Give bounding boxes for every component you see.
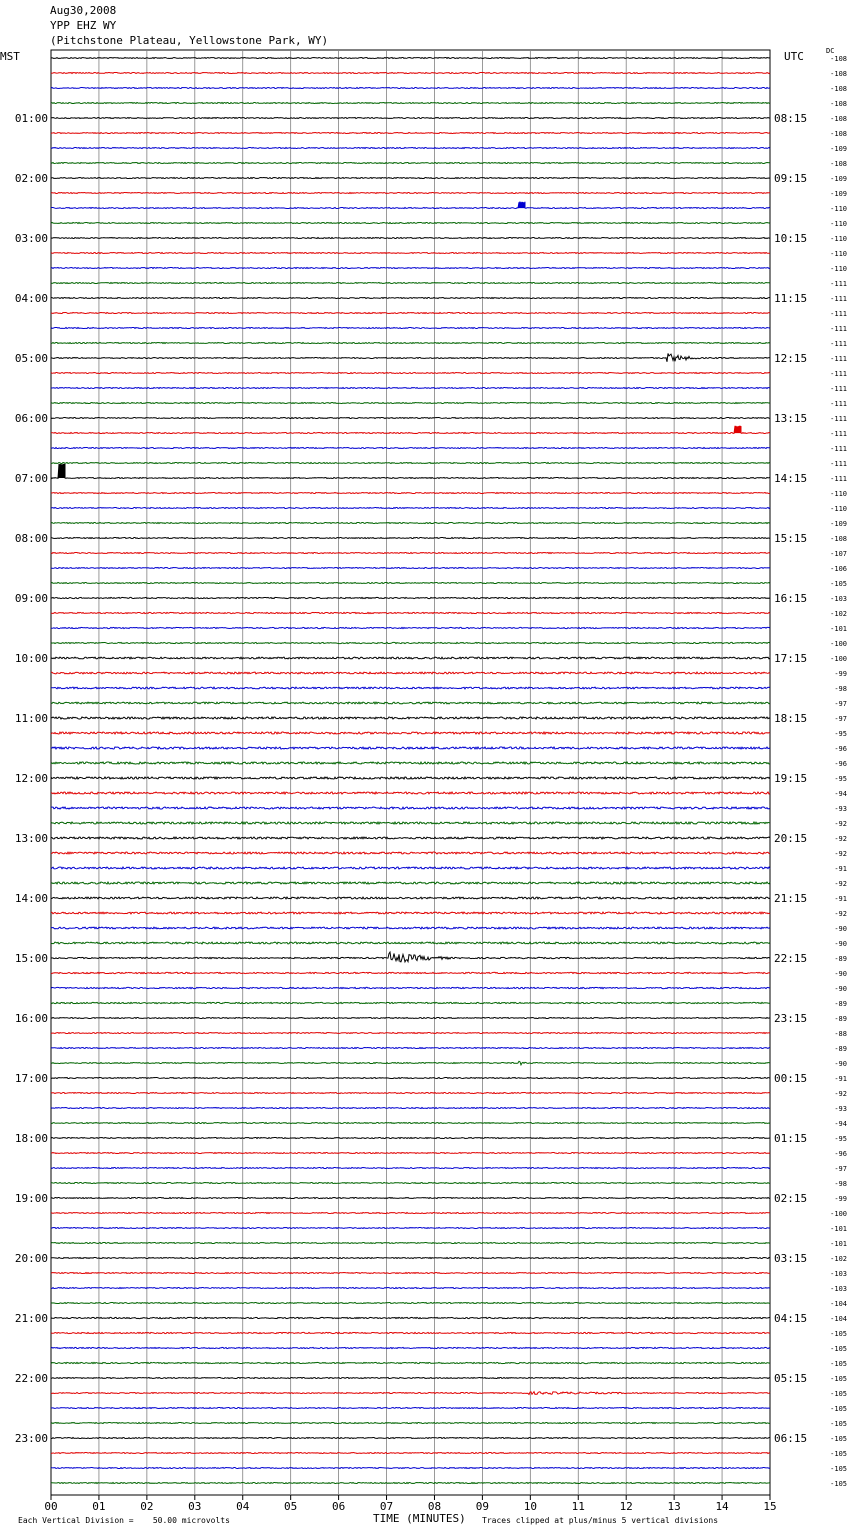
- x-tick-label: 01: [92, 1500, 106, 1513]
- x-axis-label: TIME (MINUTES): [373, 1512, 466, 1525]
- seismic-trace: [51, 897, 770, 899]
- mst-hour-label: 09:00: [14, 592, 48, 605]
- x-tick-label: 00: [44, 1500, 58, 1513]
- x-tick-label: 12: [619, 1500, 633, 1513]
- seismic-trace: [51, 313, 770, 314]
- dc-offset-label: -103: [830, 1285, 847, 1293]
- dc-offset-label: -108: [830, 70, 847, 78]
- utc-hour-label: 00:15: [774, 1072, 808, 1085]
- dc-offset-label: -97: [834, 1165, 847, 1173]
- seismic-trace: [51, 58, 770, 59]
- dc-offset-label: -111: [830, 445, 847, 453]
- dc-offset-label: -108: [830, 535, 847, 543]
- seismic-trace: [51, 1228, 770, 1229]
- dc-offset-label: -92: [834, 850, 847, 858]
- dc-offset-label: -91: [834, 895, 847, 903]
- seismic-trace: [51, 747, 770, 749]
- scale-note: Each Vertical Division = 50.00 microvolts: [18, 1516, 230, 1525]
- dc-offset-label: -110: [830, 490, 847, 498]
- dc-offset-label: -111: [830, 340, 847, 348]
- seismic-trace: [51, 702, 770, 704]
- seismic-trace: [51, 88, 770, 89]
- mst-hour-label: 23:00: [14, 1432, 48, 1445]
- dc-offset-label: -109: [830, 145, 847, 153]
- dc-offset-label: -92: [834, 820, 847, 828]
- seismic-trace: [51, 807, 770, 809]
- seismic-trace: [51, 1213, 770, 1214]
- dc-offset-label: -111: [830, 295, 847, 303]
- seismic-trace: [51, 1093, 770, 1094]
- dc-offset-label: -105: [830, 1330, 847, 1338]
- seismic-trace: [51, 1438, 770, 1439]
- seismic-trace: [51, 792, 770, 794]
- seismic-trace: [51, 1317, 770, 1318]
- x-tick-label: 11: [571, 1500, 585, 1513]
- dc-offset-label: -106: [830, 565, 847, 573]
- dc-offset-label: -90: [834, 970, 847, 978]
- seismic-trace: [51, 1061, 770, 1065]
- mst-hour-label: 06:00: [14, 412, 48, 425]
- mst-hour-label: 05:00: [14, 352, 48, 365]
- seismic-trace: [51, 464, 770, 479]
- dc-offset-label: -101: [830, 1225, 847, 1233]
- seismic-trace: [51, 148, 770, 149]
- dc-offset-label: -108: [830, 130, 847, 138]
- seismic-trace: [51, 253, 770, 254]
- seismic-trace: [51, 1408, 770, 1409]
- seismic-trace: [51, 1138, 770, 1139]
- utc-hour-label: 08:15: [774, 112, 808, 125]
- dc-offset-label: -89: [834, 955, 847, 963]
- seismic-trace: [51, 508, 770, 509]
- seismic-trace: [51, 1332, 770, 1333]
- seismic-trace: [51, 1168, 770, 1169]
- dc-offset-label: -108: [830, 100, 847, 108]
- dc-offset-label: -104: [830, 1300, 847, 1308]
- dc-offset-label: -90: [834, 985, 847, 993]
- seismic-trace: [51, 1347, 770, 1348]
- seismic-trace: [51, 1198, 770, 1199]
- seismic-trace: [51, 972, 770, 973]
- plot-date: Aug30,2008: [50, 4, 117, 17]
- seismic-trace: [51, 583, 770, 584]
- dc-offset-label: -92: [834, 910, 847, 918]
- dc-offset-label: -105: [830, 1450, 847, 1458]
- dc-offset-label: -90: [834, 925, 847, 933]
- dc-offset-label: -94: [834, 790, 847, 798]
- utc-hour-label: 03:15: [774, 1252, 808, 1265]
- dc-offset-label: -111: [830, 475, 847, 483]
- seismic-trace: [51, 523, 770, 524]
- dc-offset-label: -99: [834, 1195, 847, 1203]
- clip-note: Traces clipped at plus/minus 5 vertical divisions: [482, 1516, 719, 1525]
- utc-hour-label: 15:15: [774, 532, 808, 545]
- utc-axis-label: UTC: [784, 50, 804, 63]
- dc-offset-label: -101: [830, 625, 847, 633]
- seismic-trace: [51, 553, 770, 554]
- dc-offset-label: -92: [834, 835, 847, 843]
- seismic-trace: [51, 118, 770, 119]
- seismic-trace: [51, 627, 770, 628]
- dc-offset-label: -89: [834, 1045, 847, 1053]
- dc-offset-label: -92: [834, 1090, 847, 1098]
- seismic-trace: [51, 1258, 770, 1259]
- mst-axis-label: MST: [0, 50, 20, 63]
- dc-offset-label: -89: [834, 1015, 847, 1023]
- dc-offset-label: -93: [834, 1105, 847, 1113]
- utc-hour-label: 18:15: [774, 712, 808, 725]
- dc-offset-label: -108: [830, 85, 847, 93]
- mst-hour-label: 13:00: [14, 832, 48, 845]
- dc-label: DC: [826, 47, 835, 55]
- mst-hour-label: 04:00: [14, 292, 48, 305]
- seismic-trace: [51, 133, 770, 134]
- dc-offset-label: -110: [830, 205, 847, 213]
- seismic-trace: [51, 238, 770, 239]
- dc-offset-label: -105: [830, 1360, 847, 1368]
- seismic-trace: [51, 328, 770, 329]
- seismic-trace: [51, 852, 770, 854]
- utc-hour-label: 16:15: [774, 592, 808, 605]
- utc-hour-label: 23:15: [774, 1012, 808, 1025]
- x-tick-label: 13: [667, 1500, 681, 1513]
- dc-offset-label: -110: [830, 220, 847, 228]
- dc-offset-label: -103: [830, 1270, 847, 1278]
- utc-hour-label: 19:15: [774, 772, 808, 785]
- seismic-trace: [51, 987, 770, 988]
- seismic-trace: [51, 1002, 770, 1003]
- x-tick-label: 03: [188, 1500, 202, 1513]
- utc-hour-label: 09:15: [774, 172, 808, 185]
- seismic-trace: [51, 1153, 770, 1154]
- seismic-trace: [51, 867, 770, 869]
- dc-offset-label: -97: [834, 700, 847, 708]
- dc-offset-label: -111: [830, 370, 847, 378]
- seismic-trace: [51, 1183, 770, 1184]
- seismic-trace: [51, 822, 770, 824]
- utc-hour-label: 11:15: [774, 292, 808, 305]
- dc-offset-label: -111: [830, 400, 847, 408]
- seismic-trace: [51, 1273, 770, 1274]
- dc-offset-label: -96: [834, 745, 847, 753]
- dc-offset-label: -97: [834, 715, 847, 723]
- seismic-trace: [51, 952, 770, 962]
- seismic-trace: [51, 353, 770, 361]
- seismic-trace: [51, 202, 770, 209]
- mst-hour-label: 16:00: [14, 1012, 48, 1025]
- x-tick-label: 08: [427, 1500, 442, 1513]
- dc-offset-label: -105: [830, 580, 847, 588]
- seismic-trace: [51, 1378, 770, 1379]
- seismic-trace: [51, 762, 770, 764]
- dc-offset-label: -92: [834, 880, 847, 888]
- seismic-trace: [51, 882, 770, 884]
- dc-offset-label: -105: [830, 1345, 847, 1353]
- dc-offset-label: -105: [830, 1465, 847, 1473]
- seismic-trace: [51, 493, 770, 494]
- dc-offset-label: -102: [830, 1255, 847, 1263]
- seismic-trace: [51, 426, 770, 434]
- mst-hour-label: 10:00: [14, 652, 48, 665]
- dc-offset-label: -95: [834, 775, 847, 783]
- dc-offset-label: -107: [830, 550, 847, 558]
- seismic-trace: [51, 942, 770, 944]
- dc-offset-label: -111: [830, 415, 847, 423]
- mst-hour-label: 20:00: [14, 1252, 48, 1265]
- seismic-trace: [51, 283, 770, 284]
- dc-offset-label: -105: [830, 1435, 847, 1443]
- seismic-trace: [51, 1048, 770, 1049]
- x-tick-label: 06: [331, 1500, 346, 1513]
- x-tick-label: 09: [475, 1500, 490, 1513]
- mst-hour-label: 19:00: [14, 1192, 48, 1205]
- seismic-trace: [51, 1108, 770, 1109]
- utc-hour-label: 20:15: [774, 832, 808, 845]
- mst-hour-label: 02:00: [14, 172, 48, 185]
- utc-hour-label: 05:15: [774, 1372, 808, 1385]
- mst-hour-label: 22:00: [14, 1372, 48, 1385]
- plot-frame: [51, 50, 770, 1495]
- dc-offset-label: -99: [834, 670, 847, 678]
- seismic-trace: [51, 597, 770, 598]
- seismic-trace: [51, 777, 770, 779]
- x-tick-label: 04: [236, 1500, 250, 1513]
- seismic-trace: [51, 1018, 770, 1019]
- utc-hour-label: 12:15: [774, 352, 808, 365]
- seismic-trace: [51, 568, 770, 569]
- dc-offset-label: -105: [830, 1480, 847, 1488]
- dc-offset-label: -98: [834, 685, 847, 693]
- seismic-trace: [51, 403, 770, 404]
- seismic-trace: [51, 73, 770, 74]
- seismic-trace: [51, 1243, 770, 1244]
- dc-offset-label: -98: [834, 1180, 847, 1188]
- seismic-trace: [51, 1453, 770, 1454]
- seismic-trace: [51, 343, 770, 344]
- dc-offset-label: -94: [834, 1120, 847, 1128]
- seismic-trace: [51, 672, 770, 674]
- dc-offset-label: -111: [830, 280, 847, 288]
- seismic-trace: [51, 268, 770, 269]
- dc-offset-label: -93: [834, 805, 847, 813]
- seismic-trace: [51, 223, 770, 224]
- dc-offset-label: -105: [830, 1420, 847, 1428]
- x-tick-label: 10: [523, 1500, 537, 1513]
- mst-hour-label: 21:00: [14, 1312, 48, 1325]
- seismic-trace: [51, 1423, 770, 1424]
- dc-offset-label: -104: [830, 1315, 847, 1323]
- utc-hour-label: 21:15: [774, 892, 808, 905]
- utc-hour-label: 10:15: [774, 232, 808, 245]
- seismic-trace: [51, 1362, 770, 1363]
- utc-hour-label: 17:15: [774, 652, 808, 665]
- station-location: (Pitchstone Plateau, Yellowstone Park, WY): [50, 34, 329, 47]
- dc-offset-label: -110: [830, 265, 847, 273]
- dc-offset-label: -108: [830, 115, 847, 123]
- dc-offset-label: -105: [830, 1390, 847, 1398]
- mst-hour-label: 11:00: [14, 712, 48, 725]
- seismic-trace: [51, 1078, 770, 1079]
- dc-offset-label: -110: [830, 505, 847, 513]
- mst-hour-label: 18:00: [14, 1132, 48, 1145]
- seismic-trace: [51, 1303, 770, 1304]
- utc-hour-label: 04:15: [774, 1312, 808, 1325]
- x-tick-label: 14: [715, 1500, 729, 1513]
- seismic-trace: [51, 1288, 770, 1289]
- dc-offset-label: -111: [830, 385, 847, 393]
- seismic-trace: [51, 103, 770, 104]
- dc-offset-label: -96: [834, 1150, 847, 1158]
- mst-hour-label: 03:00: [14, 232, 48, 245]
- seismic-trace: [51, 388, 770, 389]
- dc-offset-label: -102: [830, 610, 847, 618]
- mst-hour-label: 01:00: [14, 112, 48, 125]
- seismic-trace: [51, 193, 770, 194]
- seismic-trace: [51, 178, 770, 179]
- dc-offset-label: -90: [834, 1060, 847, 1068]
- x-tick-label: 05: [284, 1500, 298, 1513]
- dc-offset-label: -100: [830, 1210, 847, 1218]
- dc-offset-label: -105: [830, 1405, 847, 1413]
- dc-offset-label: -101: [830, 1240, 847, 1248]
- seismic-trace: [51, 642, 770, 643]
- seismic-trace: [51, 912, 770, 914]
- dc-offset-label: -91: [834, 865, 847, 873]
- dc-offset-label: -109: [830, 190, 847, 198]
- dc-offset-label: -111: [830, 310, 847, 318]
- station-name: YPP EHZ WY: [50, 19, 117, 32]
- dc-offset-label: -111: [830, 430, 847, 438]
- dc-offset-label: -110: [830, 250, 847, 258]
- seismic-trace: [51, 732, 770, 734]
- seismic-trace: [51, 538, 770, 539]
- seismic-trace: [51, 612, 770, 613]
- utc-hour-label: 06:15: [774, 1432, 808, 1445]
- seismic-trace: [51, 448, 770, 449]
- dc-offset-label: -100: [830, 640, 847, 648]
- mst-hour-label: 15:00: [14, 952, 48, 965]
- dc-offset-label: -111: [830, 460, 847, 468]
- dc-offset-label: -111: [830, 355, 847, 363]
- dc-offset-label: -105: [830, 1375, 847, 1383]
- x-tick-label: 02: [140, 1500, 154, 1513]
- mst-hour-label: 08:00: [14, 532, 48, 545]
- seismic-trace: [51, 837, 770, 839]
- seismic-trace: [51, 687, 770, 689]
- dc-offset-label: -108: [830, 160, 847, 168]
- dc-offset-label: -95: [834, 730, 847, 738]
- utc-hour-label: 13:15: [774, 412, 808, 425]
- seismic-trace: [51, 298, 770, 299]
- utc-hour-label: 22:15: [774, 952, 808, 965]
- seismic-trace: [51, 463, 770, 464]
- mst-hour-label: 07:00: [14, 472, 48, 485]
- dc-offset-label: -90: [834, 940, 847, 948]
- x-tick-label: 07: [379, 1500, 394, 1513]
- utc-hour-label: 01:15: [774, 1132, 808, 1145]
- utc-hour-label: 14:15: [774, 472, 808, 485]
- mst-hour-label: 12:00: [14, 772, 48, 785]
- dc-offset-label: -96: [834, 760, 847, 768]
- seismic-trace: [51, 1392, 770, 1395]
- mst-hour-label: 17:00: [14, 1072, 48, 1085]
- dc-offset-label: -109: [830, 175, 847, 183]
- seismic-trace: [51, 1468, 770, 1469]
- mst-hour-label: 14:00: [14, 892, 48, 905]
- seismic-trace: [51, 927, 770, 929]
- seismic-trace: [51, 717, 770, 719]
- dc-offset-label: -111: [830, 325, 847, 333]
- seismic-trace: [51, 1483, 770, 1484]
- seismic-trace: [51, 373, 770, 374]
- seismic-trace: [51, 657, 770, 659]
- seismic-trace: [51, 1123, 770, 1124]
- seismic-trace: [51, 418, 770, 419]
- x-tick-label: 15: [763, 1500, 777, 1513]
- seismic-trace: [51, 1033, 770, 1034]
- dc-offset-label: -89: [834, 1000, 847, 1008]
- dc-offset-label: -91: [834, 1075, 847, 1083]
- seismic-trace: [51, 163, 770, 164]
- dc-offset-label: -103: [830, 595, 847, 603]
- dc-offset-label: -88: [834, 1030, 847, 1038]
- dc-offset-label: -110: [830, 235, 847, 243]
- dc-offset-label: -100: [830, 655, 847, 663]
- dc-offset-label: -95: [834, 1135, 847, 1143]
- dc-offset-label: -108: [830, 55, 847, 63]
- utc-hour-label: 02:15: [774, 1192, 808, 1205]
- dc-offset-label: -109: [830, 520, 847, 528]
